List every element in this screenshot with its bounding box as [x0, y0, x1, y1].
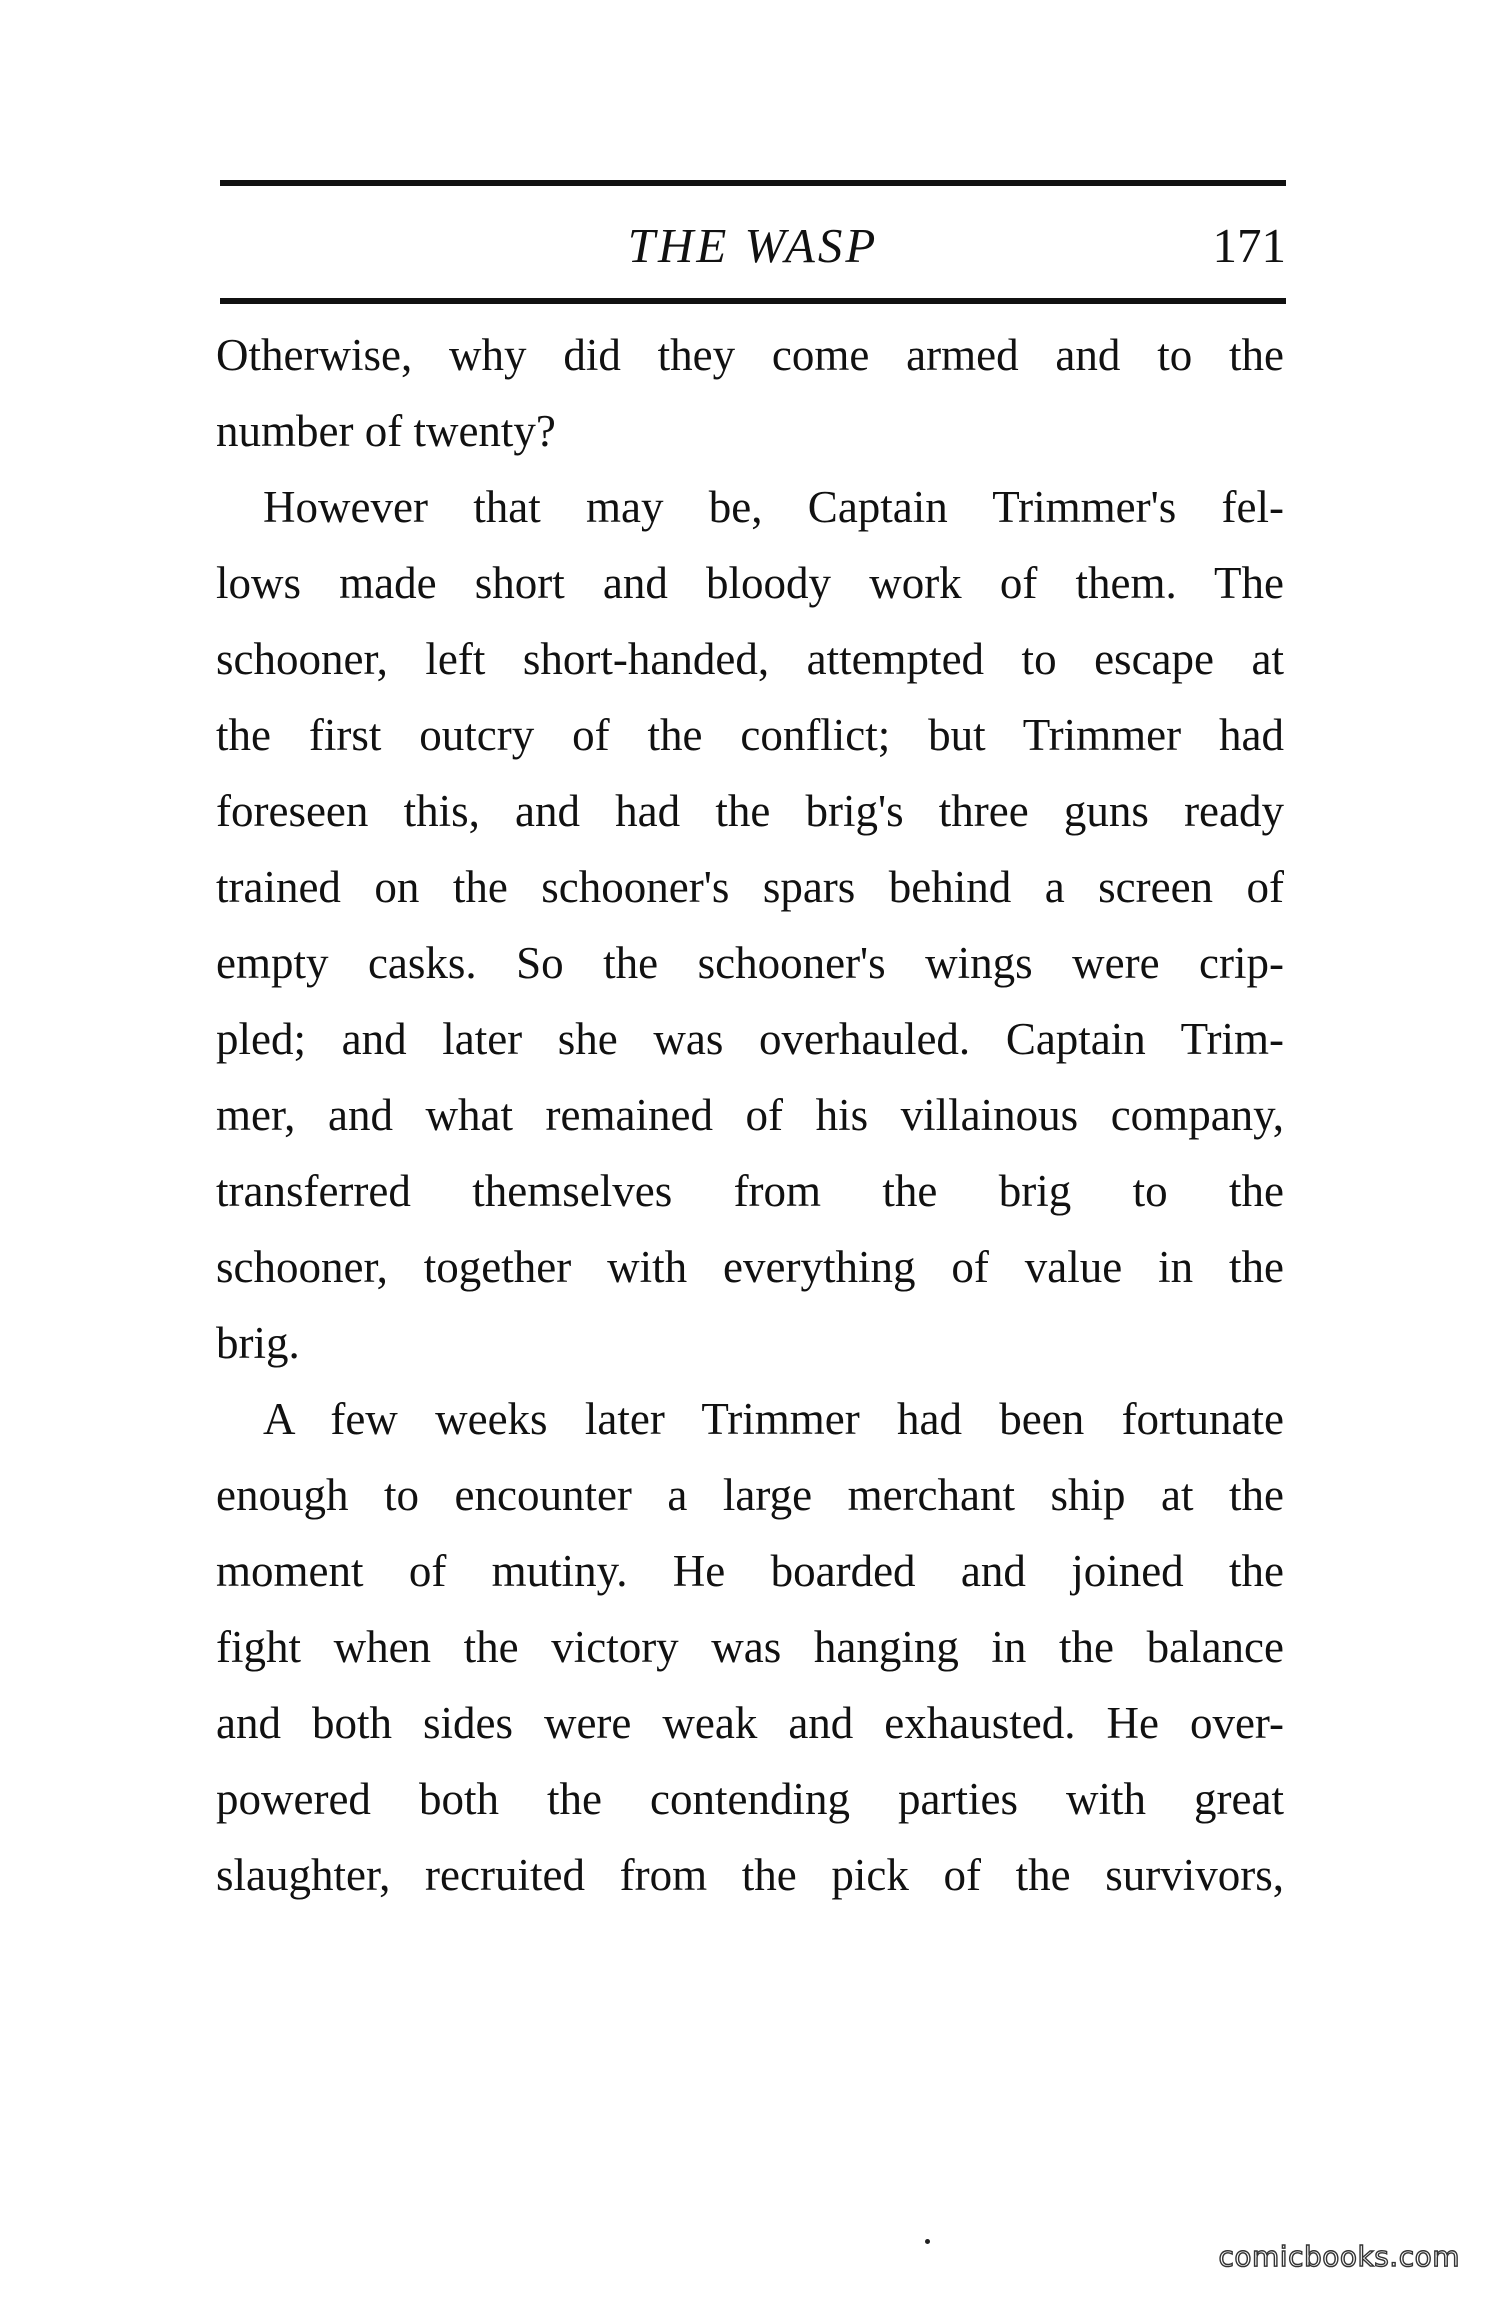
running-title: THE WASP: [627, 218, 879, 273]
page-number: 171: [1212, 218, 1286, 273]
text-line: schooner, left short-handed, attempted to escape at: [216, 634, 1284, 684]
text-line: fight when the victory was hanging in the balance: [216, 1622, 1284, 1672]
header-rule-bottom: [220, 298, 1286, 304]
watermark: comicbooks.com: [1218, 2240, 1460, 2273]
text-line: foreseen this, and had the brig's three guns ready: [216, 786, 1284, 836]
text-line: number of twenty?: [216, 406, 556, 456]
text-line: trained on the schooner's spars behind a screen of: [216, 862, 1284, 912]
text-line: schooner, together with everything of value in the: [216, 1242, 1284, 1292]
body-text: [216, 317, 1284, 1913]
text-line: empty casks. So the schooner's wings were crip-: [216, 938, 1284, 988]
text-line: moment of mutiny. He boarded and joined the: [216, 1546, 1284, 1596]
text-line: However that may be, Captain Trimmer's fel-: [263, 482, 1284, 532]
text-line: Otherwise, why did they come armed and to the: [216, 330, 1284, 380]
header-rule-top: [220, 180, 1286, 186]
running-head: [220, 196, 1286, 292]
text-line: pled; and later she was overhauled. Captain Trim-: [216, 1014, 1284, 1064]
text-line: slaughter, recruited from the pick of the survivors,: [216, 1850, 1284, 1900]
stray-print-mark: [925, 2239, 930, 2244]
text-line: brig.: [216, 1318, 300, 1368]
text-line: mer, and what remained of his villainous company,: [216, 1090, 1284, 1140]
text-line: lows made short and bloody work of them. The: [216, 558, 1284, 608]
text-line: powered both the contending parties with great: [216, 1774, 1284, 1824]
text-line: the first outcry of the conflict; but Trimmer had: [216, 710, 1284, 760]
text-line: and both sides were weak and exhausted. He over-: [216, 1698, 1284, 1748]
text-line: enough to encounter a large merchant ship at the: [216, 1470, 1284, 1520]
text-line: transferred themselves from the brig to the: [216, 1166, 1284, 1216]
text-line: A few weeks later Trimmer had been fortunate: [263, 1394, 1284, 1444]
